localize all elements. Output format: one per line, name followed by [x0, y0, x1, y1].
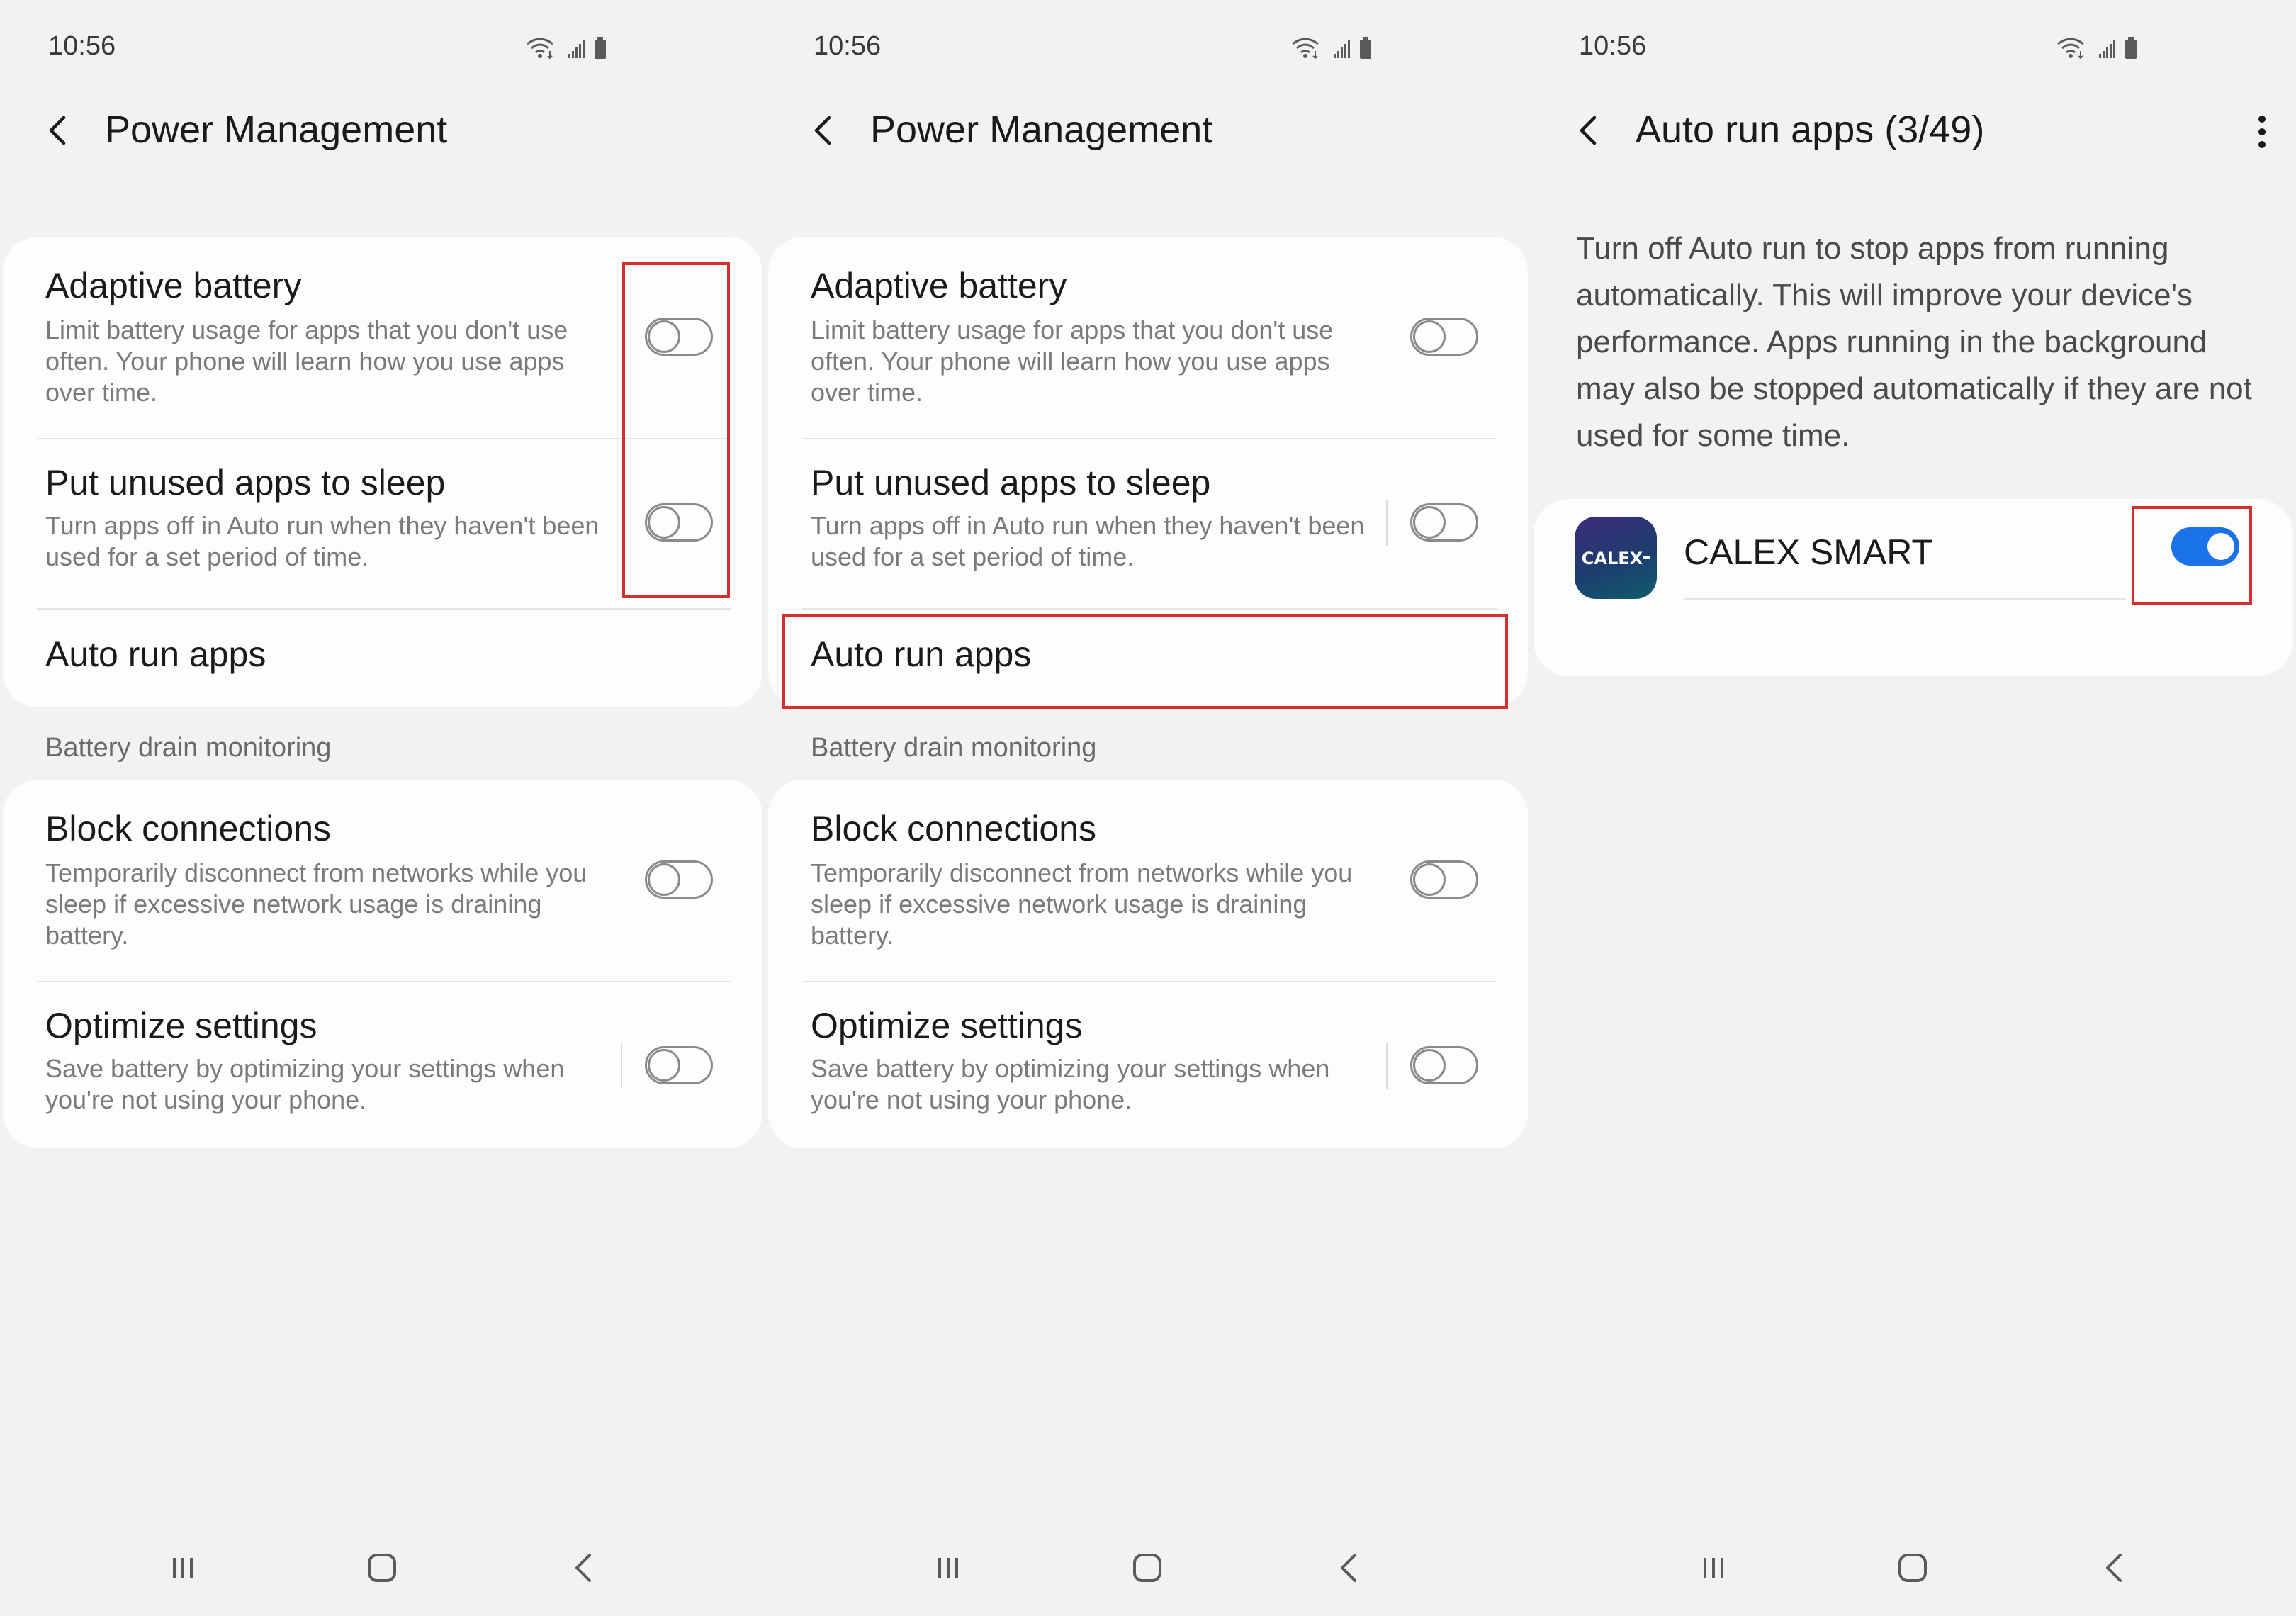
- signal-icon: [1334, 40, 1350, 58]
- battery-drain-card: [3, 780, 762, 1148]
- vertical-separator: [1386, 500, 1388, 546]
- signal-icon: [2099, 40, 2115, 58]
- put-unused-apps-to-sleep-description: Turn apps off in Auto run when they haven't been used for a set period of time.: [45, 511, 600, 571]
- block-connections-title: Block connections: [45, 809, 332, 848]
- home-icon[interactable]: [361, 1547, 403, 1589]
- adaptive-battery-row[interactable]: [768, 237, 1528, 438]
- vertical-separator: [621, 1043, 622, 1089]
- optimize-settings-toggle[interactable]: [645, 1046, 713, 1084]
- toggle-knob: [1413, 320, 1446, 353]
- put-unused-apps-to-sleep-title: Put unused apps to sleep: [811, 463, 1211, 503]
- screen-auto-run-apps: [1531, 0, 2296, 1616]
- app-bar: [765, 99, 1531, 163]
- toggle-knob: [648, 506, 680, 539]
- adaptive-battery-toggle[interactable]: [1410, 318, 1478, 356]
- block-connections-description: Temporarily disconnect from networks while you sleep if excessive network usage is draining battery.: [45, 858, 587, 950]
- battery-settings-card: [3, 237, 762, 707]
- optimize-settings-toggle[interactable]: [1410, 1046, 1478, 1084]
- toggle-knob: [648, 320, 680, 353]
- put-unused-apps-to-sleep-toggle[interactable]: [1410, 503, 1478, 542]
- auto-run-apps-row[interactable]: [768, 610, 1528, 707]
- put-unused-apps-to-sleep-toggle[interactable]: [645, 503, 713, 542]
- page-title: Power Management: [870, 108, 1213, 151]
- auto-run-info-text: Turn off Auto run to stop apps from running automatically. This will improve your device's performance. Apps running in the background may also be stopped automatically if they are not used for some time.: [1576, 231, 2252, 453]
- block-connections-toggle[interactable]: [1410, 860, 1478, 899]
- screen-power-management-1: [0, 0, 765, 1616]
- app-row-calex-smart[interactable]: [1534, 499, 2293, 619]
- status-icons: [2055, 34, 2154, 62]
- recents-icon[interactable]: [1692, 1547, 1735, 1589]
- toggle-knob: [648, 1049, 680, 1082]
- back-icon[interactable]: [563, 1547, 605, 1589]
- back-arrow-icon[interactable]: [1572, 112, 1609, 149]
- recents-icon[interactable]: [927, 1547, 969, 1589]
- page-title: Power Management: [105, 108, 448, 151]
- adaptive-battery-description: Limit battery usage for apps that you don't use often. Your phone will learn how you use apps over time.: [811, 315, 1334, 407]
- status-time: 10:56: [1579, 31, 1647, 61]
- status-time: 10:56: [814, 31, 882, 61]
- put-unused-apps-to-sleep-row[interactable]: [768, 439, 1528, 608]
- navigation-bar: [1531, 1538, 2296, 1595]
- wifi-icon: [527, 39, 553, 58]
- back-arrow-icon[interactable]: [41, 112, 78, 149]
- divider: [1684, 598, 2126, 600]
- block-connections-description: Temporarily disconnect from networks while you sleep if excessive network usage is draining battery.: [811, 858, 1353, 950]
- block-connections-title: Block connections: [811, 809, 1097, 848]
- optimize-settings-title: Optimize settings: [811, 1006, 1083, 1045]
- optimize-settings-description: Save battery by optimizing your settings when you're not using your phone.: [45, 1054, 565, 1114]
- app-bar: [1531, 99, 2296, 163]
- more-vertical-icon[interactable]: [2253, 112, 2270, 152]
- put-unused-apps-to-sleep-row[interactable]: [3, 439, 762, 608]
- adaptive-battery-description: Limit battery usage for apps that you don't use often. Your phone will learn how you use apps over time.: [45, 315, 568, 407]
- back-icon[interactable]: [2093, 1547, 2136, 1589]
- section-label-battery-drain-monitoring: Battery drain monitoring: [811, 733, 1097, 763]
- battery-settings-card: [768, 237, 1528, 707]
- app-name: CALEX SMART: [1684, 532, 1933, 572]
- calex-app-icon: [1575, 517, 1657, 599]
- app-bar: [0, 99, 765, 163]
- block-connections-row[interactable]: [3, 780, 762, 981]
- adaptive-battery-title: Adaptive battery: [811, 266, 1067, 305]
- vertical-separator: [1386, 1043, 1388, 1089]
- status-icons: [524, 34, 624, 62]
- optimize-settings-row[interactable]: [768, 982, 1528, 1148]
- optimize-settings-row[interactable]: [3, 982, 762, 1148]
- auto-run-apps-title: Auto run apps: [45, 634, 266, 674]
- block-connections-row[interactable]: [768, 780, 1528, 981]
- auto-run-apps-title: Auto run apps: [811, 634, 1032, 674]
- put-unused-apps-to-sleep-description: Turn apps off in Auto run when they haven't been used for a set period of time.: [811, 511, 1365, 571]
- adaptive-battery-title: Adaptive battery: [45, 266, 302, 305]
- status-icons: [1290, 34, 1389, 62]
- home-icon[interactable]: [1126, 1547, 1169, 1589]
- block-connections-toggle[interactable]: [645, 860, 713, 899]
- navigation-bar: [765, 1538, 1531, 1595]
- section-label-battery-drain-monitoring: Battery drain monitoring: [45, 733, 332, 763]
- adaptive-battery-row[interactable]: [3, 237, 762, 438]
- calex-smart-auto-run-toggle[interactable]: [2171, 527, 2239, 566]
- app-list-card: [1534, 499, 2293, 676]
- screen-power-management-2: [765, 0, 1531, 1616]
- auto-run-apps-row[interactable]: [3, 610, 762, 707]
- back-arrow-icon[interactable]: [806, 112, 843, 149]
- recents-icon[interactable]: [162, 1547, 204, 1589]
- toggle-knob: [2205, 530, 2237, 563]
- navigation-bar: [0, 1538, 765, 1595]
- home-icon[interactable]: [1891, 1547, 1934, 1589]
- wifi-icon: [1293, 39, 1318, 58]
- battery-icon: [2125, 37, 2137, 59]
- battery-icon: [1360, 37, 1371, 59]
- optimize-settings-description: Save battery by optimizing your settings when you're not using your phone.: [811, 1054, 1330, 1114]
- adaptive-battery-toggle[interactable]: [645, 318, 713, 356]
- put-unused-apps-to-sleep-title: Put unused apps to sleep: [45, 463, 446, 503]
- page-title: Auto run apps (3/49): [1636, 108, 1985, 151]
- wifi-icon: [2058, 39, 2083, 58]
- toggle-knob: [1413, 1049, 1446, 1082]
- optimize-settings-title: Optimize settings: [45, 1006, 317, 1045]
- battery-drain-card: [768, 780, 1528, 1148]
- battery-icon: [595, 37, 606, 59]
- toggle-knob: [1413, 506, 1446, 539]
- status-time: 10:56: [48, 31, 116, 61]
- signal-icon: [568, 40, 585, 58]
- calex-app-icon-text: CALEX: [1581, 549, 1643, 568]
- back-icon[interactable]: [1328, 1547, 1371, 1589]
- toggle-knob: [1413, 863, 1446, 896]
- toggle-knob: [648, 863, 680, 896]
